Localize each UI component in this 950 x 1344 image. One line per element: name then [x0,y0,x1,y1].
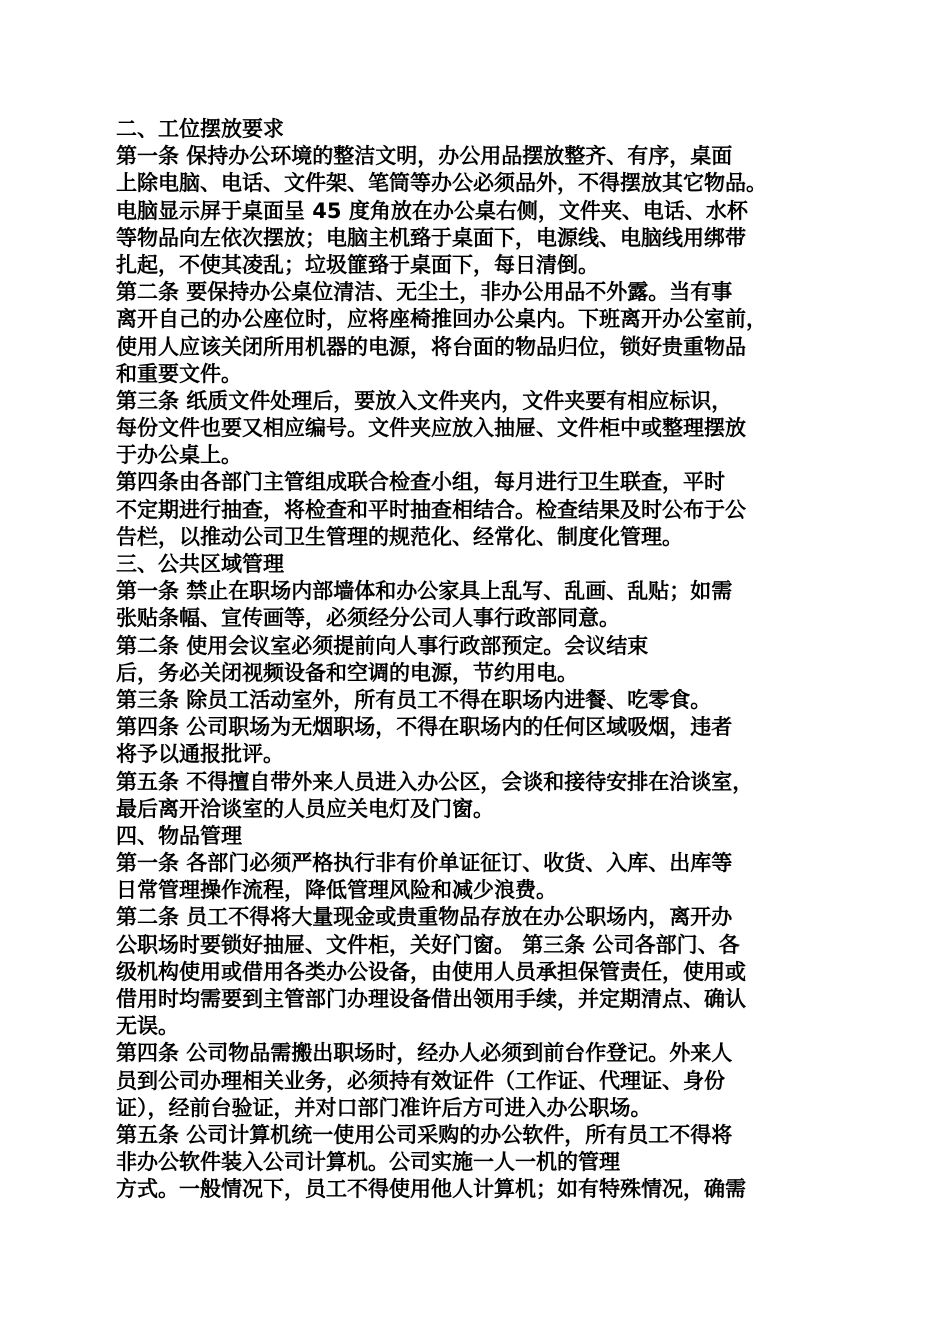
text-line: 第五条 公司计算机统一使用公司采购的办公软件，所有员工不得将 [116,1122,733,1147]
text-line: 最后离开洽谈室的人员应关电灯及门窗。 [116,796,494,821]
text-line: 每份文件也要又相应编号。文件夹应放入抽屉、文件柜中或整理摆放 [116,416,746,441]
text-line: 将予以通报批评。 [116,742,284,767]
text-line: 二、工位摆放要求 [116,117,284,141]
text-line: 等物品向左依次摆放；电脑主机臵于桌面下，电源线、电脑线用绑带 [116,225,746,250]
text-line: 三、公共区域管理 [116,552,284,576]
text-line: 借用时均需要到主管部门办理设备借出领用手续，并定期清点、确认 [116,987,746,1011]
text-line: 第四条由各部门主管组成联合检查小组，每月进行卫生联查，平时 [116,470,725,495]
text-line: 使用人应该关闭所用机器的电源，将台面的物品归位，锁好贵重物品 [116,334,746,359]
text-line: 不定期进行抽查，将检查和平时抽查相结合。检查结果及时公布于公 [116,497,746,522]
text-line: 第二条 员工不得将大量现金或贵重物品存放在办公职场内，离开办 [116,905,733,930]
text-line: 第四条 公司职场为无烟职场，不得在职场内的任何区域吸烟，违者 [116,715,733,740]
text-line: 扎起，不使其凌乱；垃圾篚臵于桌面下，每日清倒。 [116,252,599,277]
text-line: 电脑显示屏于桌面呈 45 度角放在办公桌右侧，文件夹、电话、水杯 [116,198,748,223]
text-line: 第三条 除员工活动室外，所有员工不得在职场内进餐、吃零食。 [116,687,712,712]
text-line: 上除电脑、电话、文件架、笔筒等办公必须品外，不得摆放其它物品。 [116,171,767,196]
text-line: 于办公桌上。 [116,443,242,468]
text-line: 第二条 使用会议室必须提前向人事行政部预定。会议结束 [116,633,649,658]
text-line: 员到公司办理相关业务，必须持有效证件（工作证、代理证、身份 [116,1068,725,1093]
text-line: 和重要文件。 [116,361,242,386]
text-line: 第五条 不得擅自带外来人员进入办公区，会谈和接待安排在洽谈室， [116,769,754,794]
text-line: 张贴条幅、宣传画等，必须经分公司人事行政部同意。 [116,606,620,631]
text-line: 证），经前台验证，并对口部门准许后方可进入办公职场。 [116,1095,652,1120]
text-line: 第二条 要保持办公桌位清洁、无尘土，非办公用品不外露。当有事 [116,280,733,305]
text-line: 后，务必关闭视频设备和空调的电源，节约用电。 [116,660,578,685]
text-line: 第四条 公司物品需搬出职场时，经办人必须到前台作登记。外来人 [116,1041,733,1066]
text-line: 日常管理操作流程，降低管理风险和减少浪费。 [116,878,557,903]
text-line: 公职场时要锁好抽屉、文件柜，关好门窗。 第三条 公司各部门、各 [116,932,740,957]
document-body [116,116,846,1204]
text-line: 告栏，以推动公司卫生管理的规范化、经常化、制度化管理。 [116,524,683,549]
text-line: 第三条 纸质文件处理后，要放入文件夹内，文件夹要有相应标识， [116,388,733,413]
text-line: 离开自己的办公座位时，应将座椅推回办公桌内。下班离开办公室前， [116,307,767,332]
text-line: 第一条 保持办公环境的整洁文明，办公用品摆放整齐、有序，桌面 [116,144,733,169]
text-line: 第一条 各部门必须严格执行非有价单证征订、收货、入库、出库等 [116,851,733,876]
text-line: 级机构使用或借用各类办公设备，由使用人员承担保管责任，使用或 [116,959,746,984]
text-line: 第一条 禁止在职场内部墙体和办公家具上乱写、乱画、乱贴；如需 [116,579,733,604]
text-line: 四、物品管理 [116,823,242,848]
text-line: 非办公软件装入公司计算机。公司实施一人一机的管理 [116,1150,620,1175]
text-line: 无误。 [116,1014,179,1039]
text-line: 方式。一般情况下，员工不得使用他人计算机；如有特殊情况，确需 [116,1177,746,1202]
